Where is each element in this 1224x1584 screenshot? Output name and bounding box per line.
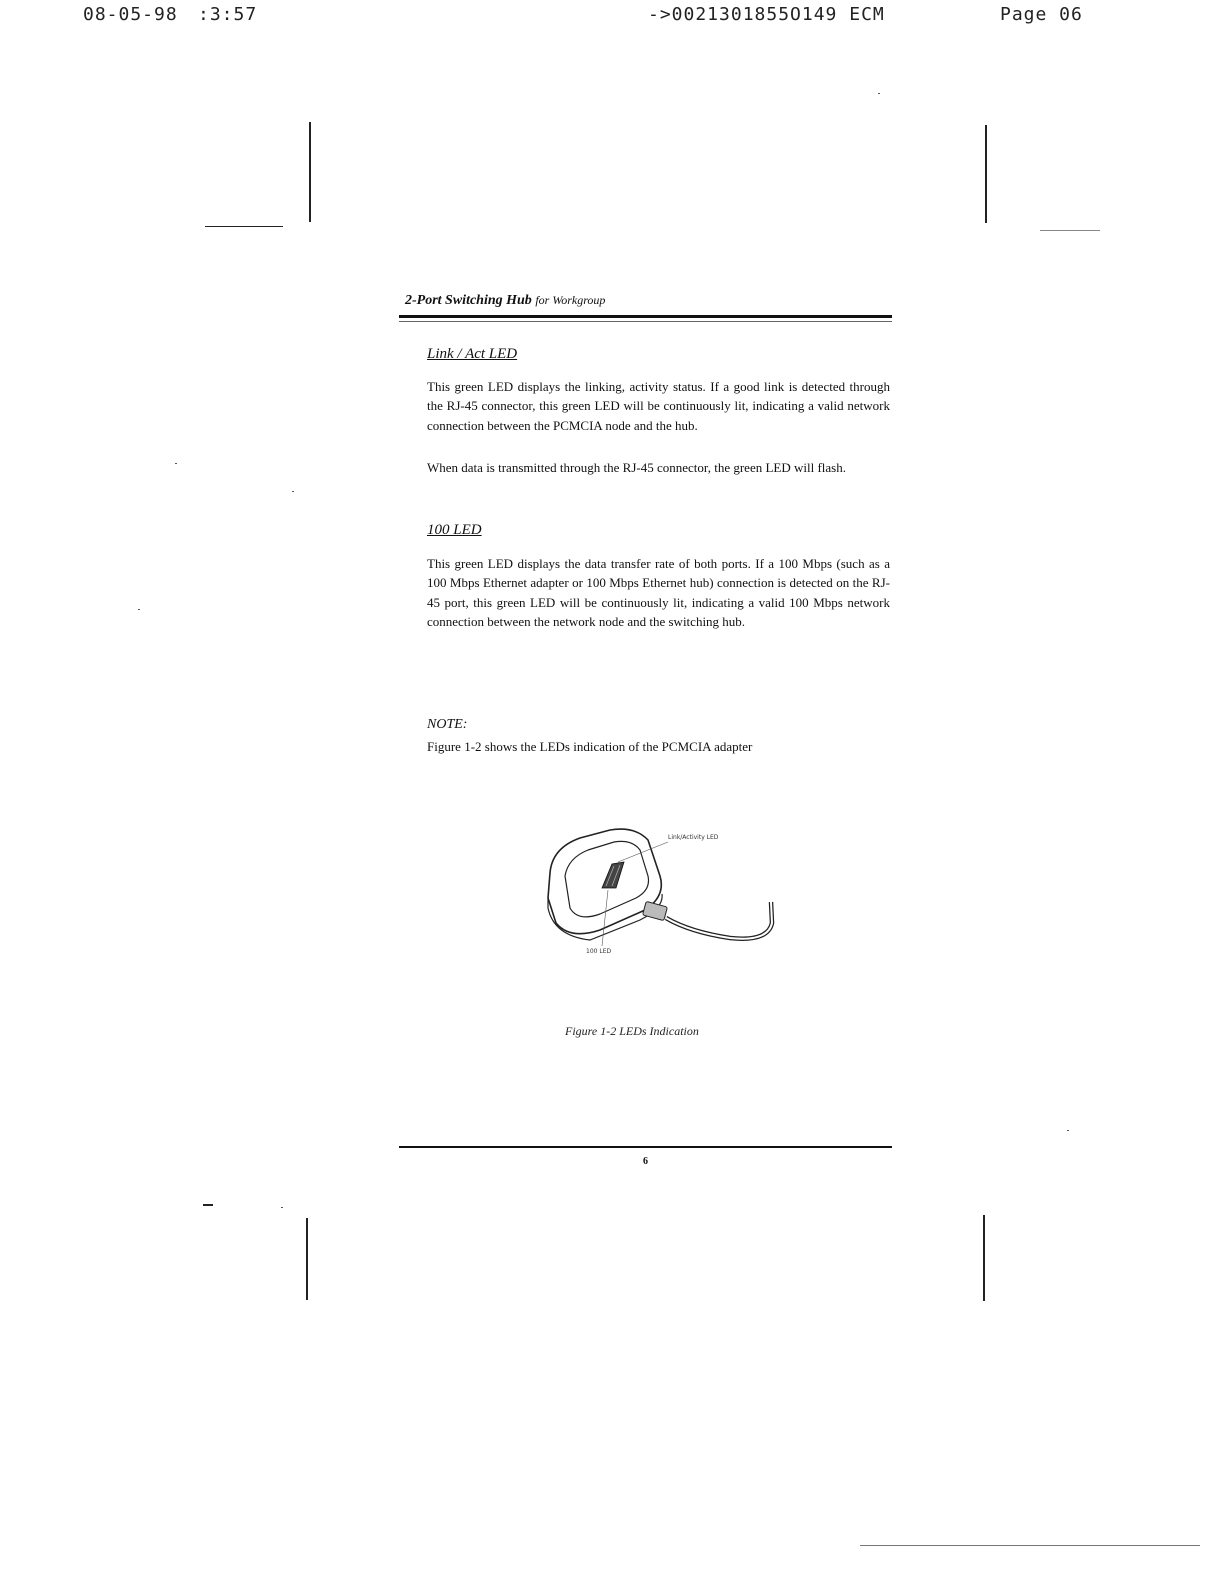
- header-subtitle: for Workgroup: [535, 293, 606, 307]
- header-rule-thin: [399, 321, 892, 322]
- crop-mark-top-left-h: [205, 226, 283, 227]
- paragraph-link-act-2: When data is transmitted through the RJ-45 connector, the green LED will flash.: [427, 460, 846, 475]
- scan-speck: [175, 463, 177, 464]
- scan-speck: [1067, 1130, 1069, 1131]
- fax-number: ->0021301855О149 ECM: [648, 4, 885, 25]
- figure-label-100-led: 100 LED: [586, 948, 612, 955]
- figure-caption: Figure 1-2 LEDs Indication: [565, 1024, 699, 1038]
- figure-label-link-activity: Link/Activity LED: [668, 834, 719, 841]
- crop-mark-top-left-v: [309, 122, 311, 222]
- crop-mark-bottom-left-v: [306, 1218, 308, 1300]
- paragraph-link-act-1: This green LED displays the linking, activity status. If a good link is detected through the RJ-45 connector, this green LED will be continuously lit, indicating a valid network connection between the PCMCIA node and the hub.: [427, 379, 890, 433]
- scan-speck: [292, 491, 294, 492]
- page-number: 6: [643, 1156, 648, 1167]
- fax-time: :3:57: [198, 4, 258, 25]
- pcmcia-adapter-illustration: [540, 828, 790, 968]
- scan-speck: [138, 609, 140, 610]
- crop-mark-top-right-h: [1040, 230, 1100, 231]
- header-rule: [399, 315, 892, 318]
- crop-mark-top-right-v: [985, 125, 987, 223]
- note-label: NOTE:: [427, 717, 468, 732]
- section-heading-link-act-led: Link / Act LED: [427, 346, 518, 362]
- fax-date: 08-05-98: [83, 4, 178, 25]
- crop-mark-bottom-left-h: [203, 1204, 213, 1206]
- scan-speck: [281, 1207, 283, 1208]
- crop-mark-bottom-right-v: [983, 1215, 985, 1301]
- fax-page: Page 06: [1000, 4, 1083, 25]
- section-heading-100-led: 100 LED: [427, 522, 482, 538]
- document-header: [405, 293, 605, 309]
- header-title: 2-Port Switching Hub: [405, 293, 532, 308]
- footer-rule: [399, 1146, 892, 1148]
- paragraph-100-led: This green LED displays the data transfer rate of both ports. If a 100 Mbps (such as a 100 Mbps Ethernet adapter or 100 Mbps Ethernet hub) connection is detected on the RJ-45 port, this green LED will be continuously lit, indicating a valid 100 Mbps network connection between the network node and the switching hub.: [427, 556, 890, 629]
- scan-speck: [878, 93, 880, 94]
- figure-pcmcia-adapter: [540, 828, 790, 973]
- note-text: Figure 1-2 shows the LEDs indication of the PCMCIA adapter: [427, 739, 753, 754]
- crop-mark-bottom-right-h: [860, 1545, 1200, 1546]
